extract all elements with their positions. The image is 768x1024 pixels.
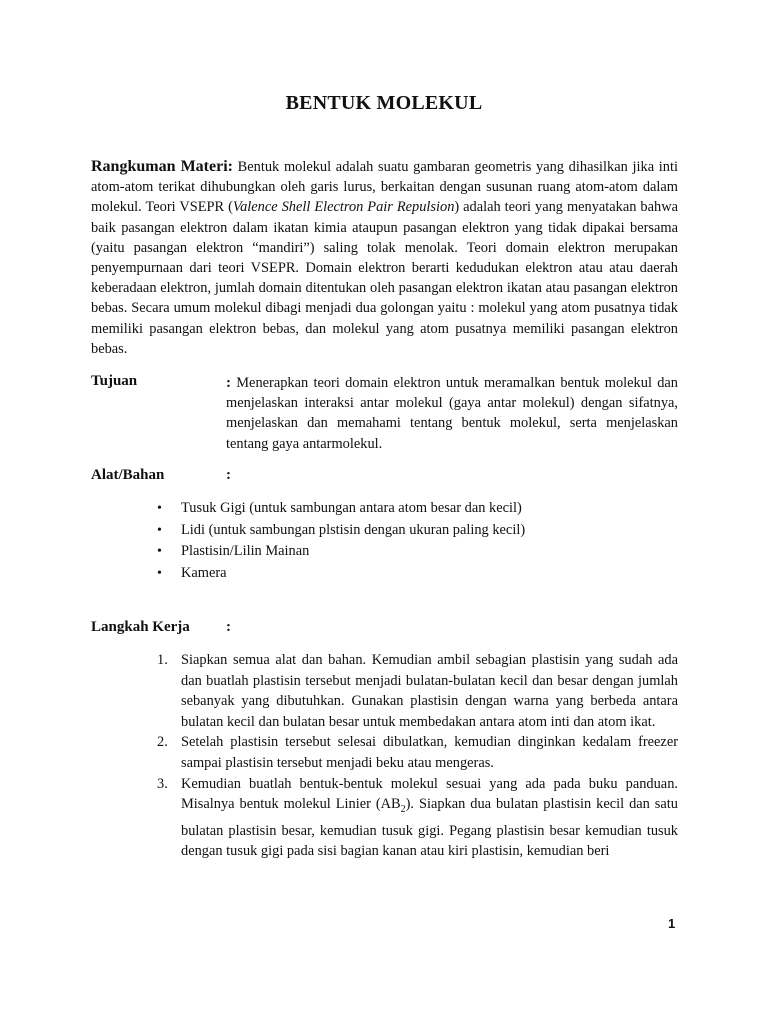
list-item-text: Lidi (untuk sambungan plstisin dengan ukuran paling kecil) bbox=[181, 521, 526, 538]
summary-text-1: Bentuk molekul adalah suatu gambaran geometris yang dihasilkan jika inti atom-atom terikat dihubungkan oleh garis lurus, berkaitan dengan susunan ruang atom-atom dalam molekul. Teori VSEPR ( bbox=[91, 159, 678, 216]
list-item-text: Tusuk Gigi (untuk sambungan antara atom besar dan kecil) bbox=[181, 500, 522, 516]
langkah-kerja-list bbox=[157, 650, 678, 862]
tujuan-text: Menerapkan teori domain elektron untuk meramalkan bentuk molekul dan menjelaskan interaksi antar molekul (gaya antar molekul) dengan sifatnya, menjelaskan dan memahami tentang bentuk molekul, serta menjelaskan tentang gaya antarmolekul. bbox=[226, 375, 678, 452]
langkah-kerja-label: Langkah Kerja bbox=[91, 619, 190, 635]
bullet-icon: • bbox=[157, 565, 162, 581]
step-number: 1. bbox=[157, 652, 168, 668]
alat-bahan-list bbox=[157, 498, 526, 584]
page-number: 1 bbox=[668, 916, 676, 931]
subscript: 2 bbox=[400, 804, 406, 816]
list-item bbox=[157, 774, 678, 862]
summary-italic-term: Valence Shell Electron Pair Repulsion bbox=[232, 199, 455, 216]
alat-bahan-label: Alat/Bahan bbox=[91, 467, 165, 483]
step-number: 3. bbox=[157, 775, 168, 792]
list-item bbox=[157, 732, 678, 773]
list-item-text: Kamera bbox=[181, 564, 227, 581]
list-item bbox=[157, 541, 525, 563]
list-item bbox=[157, 520, 526, 542]
list-item bbox=[157, 650, 678, 732]
tujuan-text-block bbox=[226, 373, 678, 454]
bullet-icon: • bbox=[157, 522, 162, 538]
summary-lead: Rangkuman Materi: bbox=[91, 158, 233, 175]
tujuan-label: Tujuan bbox=[91, 373, 138, 389]
bullet-icon: • bbox=[157, 501, 162, 516]
alat-bahan-colon: : bbox=[226, 467, 231, 483]
page-title: BENTUK MOLEKUL bbox=[285, 92, 483, 114]
step-text: Siapkan semua alat dan bahan. Kemudian ambil sebagian plastisin yang sudah ada dan buatlah plastisin tersebut menjadi bulatan-bulatan kecil dan besar dengan jumlah sebanyak yang dibutuhkan. Gunakan plastisin dengan warna yang berbeda antara bulatan kecil dan bulatan besar untuk membedakan antara atom inti dan atom ikat. bbox=[181, 652, 678, 730]
list-item bbox=[157, 563, 525, 585]
tujuan-colon: : bbox=[226, 375, 231, 391]
step-text: Kemudian buatlah bentuk-bentuk molekul sesuai yang ada pada buku panduan. Misalnya bentuk molekul Linier (AB bbox=[181, 775, 678, 813]
list-item bbox=[157, 498, 525, 520]
step-text: Setelah plastisin tersebut selesai dibulatkan, kemudian dinginkan kedalam freezer sampai plastisin tersebut menjadi beku atau mengeras. bbox=[181, 734, 678, 771]
bullet-icon: • bbox=[157, 544, 162, 560]
langkah-kerja-colon: : bbox=[226, 619, 231, 635]
summary-text-2: ) adalah teori yang menyatakan bahwa baik pasangan elektron dalam ikatan kimia ataupun pasangan elektron yang tidak dipakai bersama (yaitu pasangan elektron “mandiri”) saling tolak menolak. Teori domain elektron merupakan penyempurnaan dari teori VSEPR. Domain elektron berarti kedudukan elektron atau atau daerah keberadaan elektron, jumlah domain ditentukan oleh pasangan elektron ikatan atau pasangan elektron bebas. Secara umum molekul dibagi menjadi dua golongan yaitu : molekul yang atom pusatnya tidak memiliki pasangan elektron bebas, dan molekul yang atom pusatnya memiliki pasangan elektron bebas. bbox=[91, 199, 678, 357]
step-number: 2. bbox=[157, 734, 168, 751]
summary-paragraph bbox=[91, 157, 678, 359]
step-text-cont: ). Siapkan dua bulatan plastisin kecil dan satu bulatan plastisin besar, kemudian tusuk gigi. Pegang plastisin besar kemudian tusuk dengan tusuk gigi pada sisi bagian kanan atau kiri plastisin, kemudian beri bbox=[181, 796, 678, 860]
list-item-text: Plastisin/Lilin Mainan bbox=[181, 543, 310, 560]
